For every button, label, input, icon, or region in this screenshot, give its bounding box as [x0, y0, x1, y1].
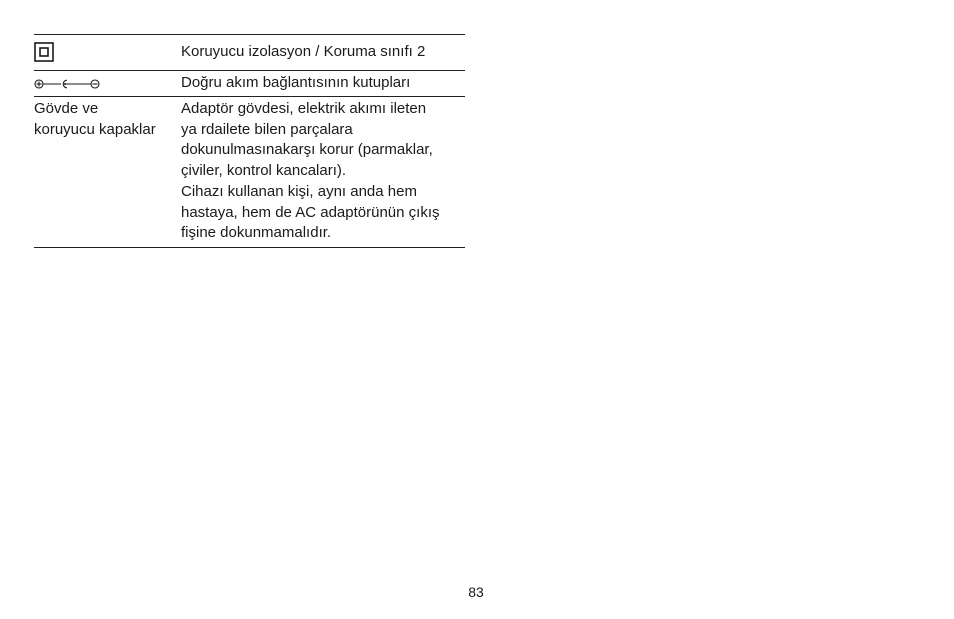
description-line: fişine dokunmamalıdır. [181, 224, 332, 242]
description-line: Koruyucu izolasyon / Koruma sınıfı 2 [181, 43, 426, 60]
table-row [34, 97, 465, 248]
symbol-cell [34, 35, 181, 70]
description-line: ya rdailete bilen parçalara [181, 120, 353, 138]
double-insulation-square-icon [34, 42, 181, 62]
description-line: çiviler, kontrol kancaları). [181, 162, 347, 180]
description-cell [181, 71, 465, 96]
table-row [34, 35, 465, 71]
label-line: Gövde ve [34, 100, 99, 117]
label-line: koruyucu kapaklar [34, 120, 156, 138]
description-line: Adaptör gövdesi, elektrik akımı ileten [181, 100, 427, 117]
table-row [34, 71, 465, 97]
symbol-table [34, 34, 465, 248]
description-cell [181, 97, 465, 247]
description-line: Cihazı kullanan kişi, aynı anda hem [181, 182, 417, 200]
description-line: hastaya, hem de AC adaptörünün çıkış [181, 203, 440, 221]
description-line: dokunulmasınakarşı korur (parmaklar, [181, 141, 433, 159]
description-cell [181, 35, 465, 70]
label-cell [34, 97, 181, 247]
description-line: Doğru akım bağlantısının kutupları [181, 74, 411, 91]
dc-polarity-connector-icon [34, 78, 181, 90]
page-number: 83 [468, 584, 484, 600]
symbol-cell [34, 71, 181, 96]
